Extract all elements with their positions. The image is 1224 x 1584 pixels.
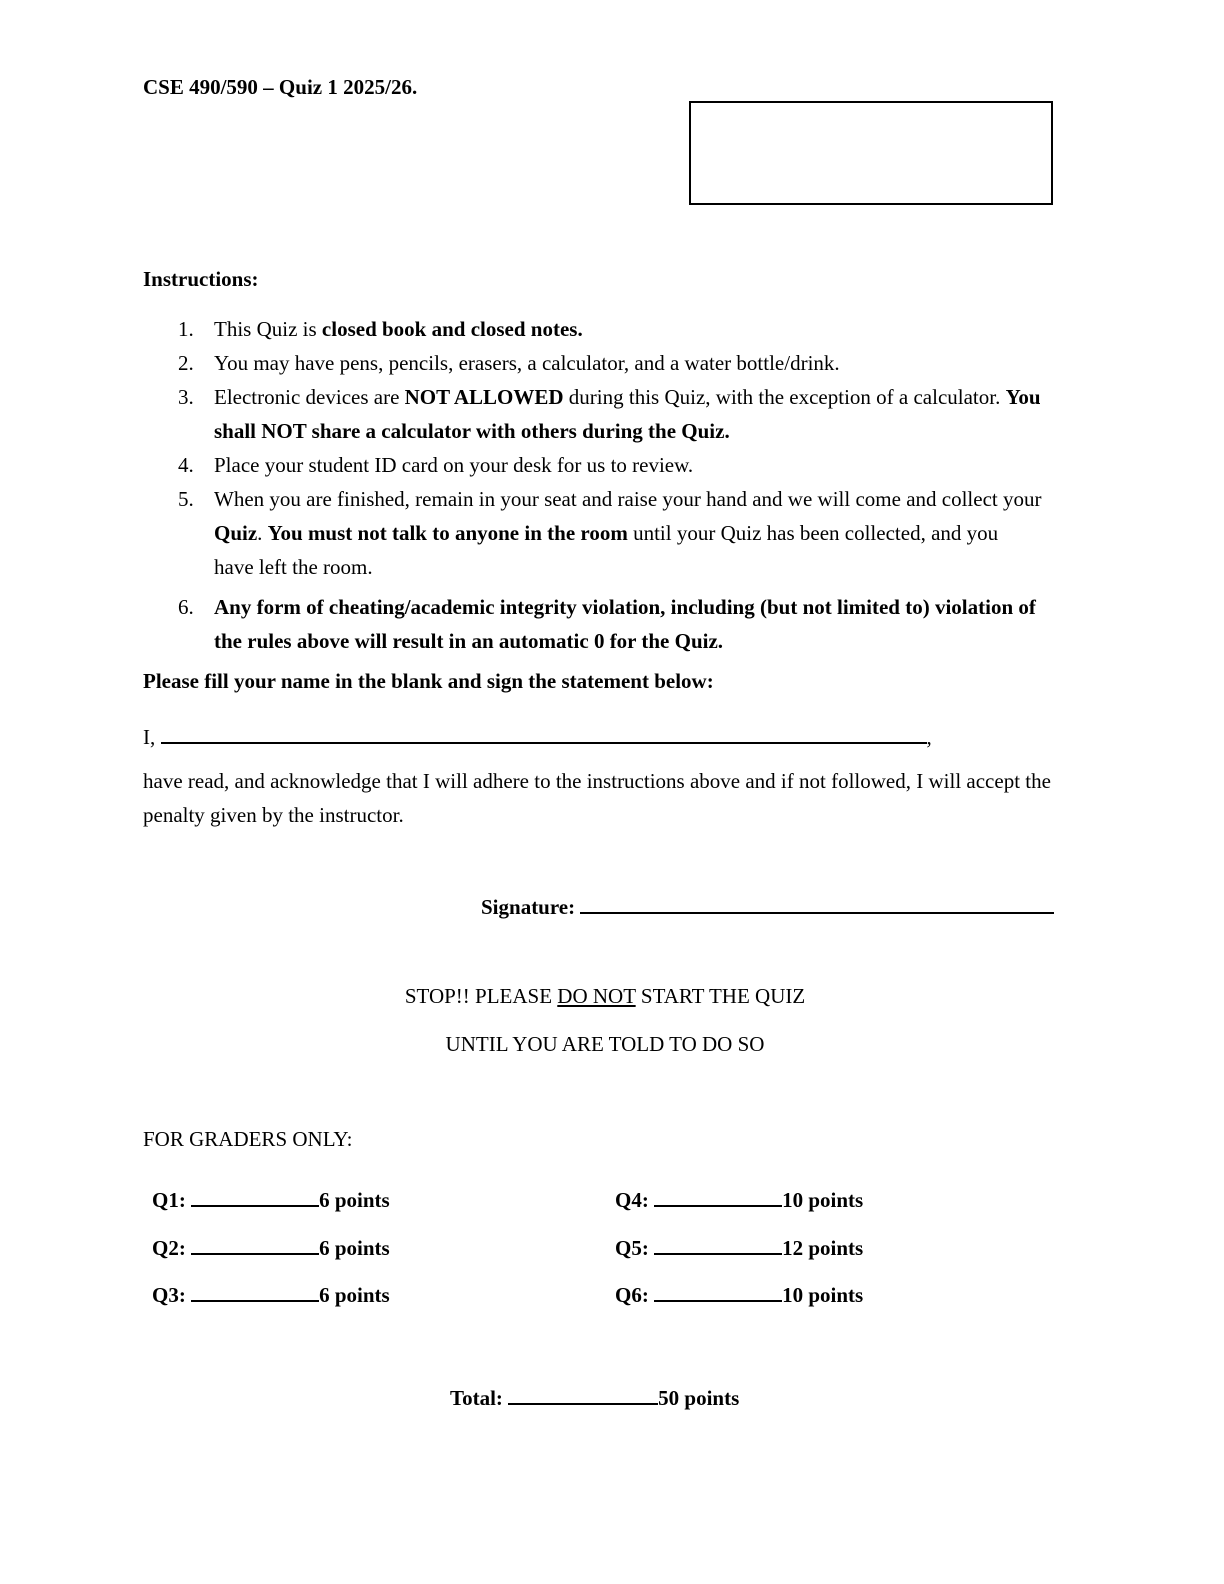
- score-blank[interactable]: [191, 1187, 319, 1207]
- instruction-text: This Quiz is: [214, 317, 322, 341]
- score-blank[interactable]: [654, 1187, 782, 1207]
- total-row: [450, 1385, 739, 1411]
- q-label: Q6:: [615, 1283, 649, 1307]
- instruction-item: [143, 590, 1043, 658]
- grade-row-q4: [615, 1187, 863, 1213]
- graders-heading: FOR GRADERS ONLY:: [143, 1127, 353, 1151]
- stop-text: START THE QUIZ: [635, 984, 806, 1008]
- instruction-bold: You shall NOT share a calculator with others during the Quiz.: [214, 385, 1041, 443]
- q-points: 10 points: [782, 1188, 864, 1212]
- signature-line: [481, 894, 1054, 920]
- q-label: Q5:: [615, 1236, 649, 1260]
- item-number: 2.: [178, 351, 194, 375]
- stop-line-2: UNTIL YOU ARE TOLD TO DO SO: [445, 1032, 765, 1056]
- instruction-item: [143, 482, 1043, 584]
- instruction-text: When you are finished, remain in your seat and raise your hand and we will come and collect your: [214, 487, 1042, 511]
- total-blank[interactable]: [508, 1385, 658, 1405]
- acknowledgement-text: have read, and acknowledge that I will adhere to the instructions above and if not followed, I will accept the penalty given by the instructor.: [143, 769, 1051, 827]
- grade-row-q3: [152, 1282, 390, 1308]
- grade-row-q2: [152, 1235, 390, 1261]
- stop-underlined: DO NOT: [557, 984, 636, 1008]
- item-number: 4.: [178, 453, 194, 477]
- instruction-bold: You must not talk to anyone in the room: [267, 521, 628, 545]
- instruction-item: [143, 312, 1043, 346]
- name-line: [143, 724, 932, 750]
- document-title: CSE 490/590 – Quiz 1 2025/26.: [143, 75, 418, 99]
- q-points: 12 points: [782, 1236, 864, 1260]
- q-points: 6 points: [319, 1283, 390, 1307]
- instruction-bold: closed book and closed notes.: [321, 317, 583, 341]
- q-points: 6 points: [319, 1236, 390, 1260]
- instruction-text: .: [257, 521, 268, 545]
- grade-row-q6: [615, 1282, 863, 1308]
- grade-row-q5: [615, 1235, 863, 1261]
- stop-text: STOP!! PLEASE: [404, 984, 558, 1008]
- instruction-bold: Any form of cheating/academic integrity violation, including (but not limited to) violation of the rules above will result in an automatic 0 for the Quiz.: [214, 595, 1036, 653]
- q-label: Q1:: [152, 1188, 186, 1212]
- signature-blank[interactable]: [580, 894, 1054, 914]
- name-blank[interactable]: [161, 724, 927, 744]
- q-label: Q4:: [615, 1188, 649, 1212]
- instructions-heading: Instructions:: [143, 267, 259, 291]
- score-blank[interactable]: [654, 1235, 782, 1255]
- item-number: 1.: [178, 317, 194, 341]
- item-number: 3.: [178, 385, 194, 409]
- q-points: 6 points: [319, 1188, 390, 1212]
- q-label: Q2:: [152, 1236, 186, 1260]
- item-number: 5.: [178, 487, 194, 511]
- instruction-item: [143, 380, 1043, 448]
- q-points: 10 points: [782, 1283, 864, 1307]
- instruction-text: Place your student ID card on your desk for us to review.: [214, 453, 694, 477]
- instruction-item: [143, 346, 1043, 380]
- instruction-text: You may have pens, pencils, erasers, a calculator, and a water bottle/drink.: [214, 351, 840, 375]
- instructions-list: [143, 312, 1043, 658]
- score-box: [689, 101, 1053, 205]
- instruction-item: [143, 448, 1043, 482]
- instruction-text: during this Quiz, with the exception of a calculator.: [563, 385, 1006, 409]
- signature-label: Signature:: [481, 895, 576, 919]
- score-blank[interactable]: [654, 1282, 782, 1302]
- score-blank[interactable]: [191, 1235, 319, 1255]
- instruction-bold: NOT ALLOWED: [404, 385, 564, 409]
- q-label: Q3:: [152, 1283, 186, 1307]
- statement-prompt: Please fill your name in the blank and sign the statement below:: [143, 669, 714, 693]
- instruction-text: until your Quiz has been collected, and you have left the room.: [214, 521, 999, 579]
- score-blank[interactable]: [191, 1282, 319, 1302]
- instruction-text: Electronic devices are: [214, 385, 405, 409]
- item-number: 6.: [178, 595, 194, 619]
- stop-line-1: [0, 984, 1210, 1009]
- total-points: 50 points: [658, 1386, 740, 1410]
- instruction-bold: Quiz: [214, 521, 258, 545]
- i-suffix: ,: [926, 725, 932, 749]
- grade-row-q1: [152, 1187, 390, 1213]
- total-label: Total:: [450, 1386, 503, 1410]
- i-prefix: I,: [143, 725, 156, 749]
